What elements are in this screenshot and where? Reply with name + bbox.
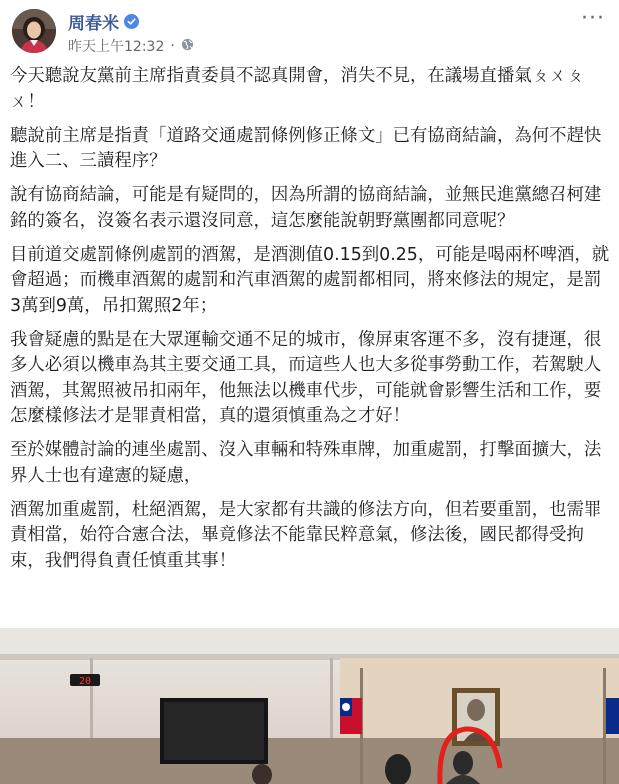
author-avatar[interactable] — [12, 9, 56, 53]
post-paragraph: 目前道交處罰條例處罰的酒駕，是酒測值0.15到0.25，可能是喝兩杯啤酒，就會超過；而機車酒駕的處罰和汽車酒駕的處罰都相同，將來修法的規定，是罰3萬到9萬，吊扣駕照2年； — [10, 244, 610, 316]
post-body — [10, 64, 610, 583]
globe-icon[interactable] — [181, 38, 194, 55]
legislature-chamber-photo — [0, 628, 619, 784]
post-paragraph: 聽說前主席是指責「道路交通處罰條例修正條文」已有協商結論，為何不趕快進入二、三讀程序？ — [10, 125, 602, 171]
author-name-link[interactable] — [68, 9, 139, 34]
post-paragraph: 至於媒體討論的連坐處罰、沒入車輛和特殊車牌，加重處罰，打擊面擴大，法界人士也有違憲的疑慮， — [10, 440, 602, 486]
avatar-photo — [12, 9, 56, 53]
post-photo[interactable] — [0, 628, 619, 784]
post-paragraph: 酒駕加重處罰，杜絕酒駕，是大家都有共識的修法方向，但若要重罰，也需罪責相當，始符合憲合法，畢竟修法不能靠民粹意氣，修法後，國民都得受拘束，我們得負責任慎重其事！ — [10, 499, 602, 571]
separator-dot: · — [170, 38, 175, 54]
verified-badge-icon — [124, 14, 139, 29]
post-paragraph: 說有協商結論，可能是有疑問的，因為所謂的協商結論，並無民進黨總召柯建銘的簽名，沒簽名表示還沒同意，這怎麼能說朝野黨團都同意呢？ — [10, 185, 602, 231]
post-paragraph: 今天聽說友黨前主席指責委員不認真開會，消失不見，在議場直播氣ㄆㄨㄆㄨ！ — [10, 66, 584, 112]
post-paragraph: 我會疑慮的點是在大眾運輸交通不足的城市，像屏東客運不多，沒有捷運，很多人必須以機車為其主要交通工具，而這些人也大多從事勞動工作，若駕駛人酒駕，其駕照被吊扣兩年，他無法以機車代步，可能就會影響生活和工作，要怎麼樣修法才是罪責相當，真的還須慎重為之才好！ — [10, 329, 602, 426]
post-header — [0, 0, 619, 62]
clock-sign-text: 20 — [78, 676, 92, 687]
post-timestamp[interactable]: 昨天上午12:32 — [68, 39, 165, 55]
author-name[interactable]: 周春米 — [68, 14, 119, 34]
more-options-icon[interactable]: ··· — [581, 6, 605, 31]
post-meta — [68, 36, 194, 56]
